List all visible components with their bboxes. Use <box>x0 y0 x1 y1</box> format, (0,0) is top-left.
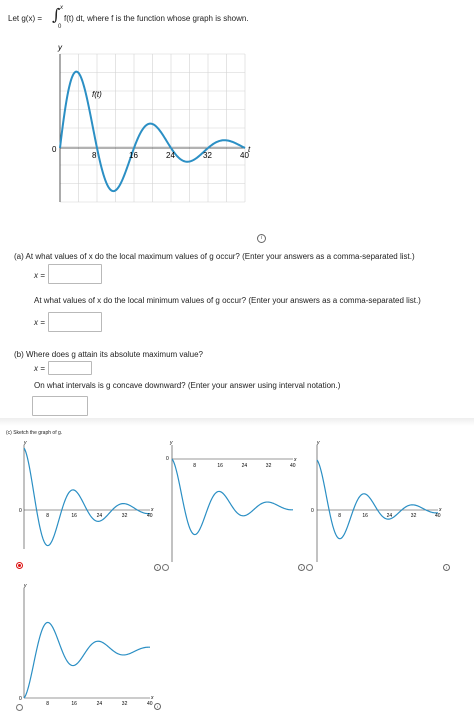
concave-down-input[interactable] <box>32 396 88 416</box>
part-c-label: (c) Sketch the graph of g. <box>6 430 63 436</box>
tick-label: 8 <box>338 513 341 519</box>
option4-y-label: y <box>24 583 27 589</box>
sketch-option-4 <box>12 580 157 705</box>
option2-origin-label: 0 <box>166 456 169 462</box>
option-2-radio-icon[interactable] <box>162 564 169 571</box>
option3-curve <box>317 460 438 539</box>
main-origin-label: 0 <box>52 145 57 154</box>
sketch-option-2 <box>160 437 305 567</box>
part-b-question-2: On what intervals is g concave downward? (Enter your answer using interval notation.) <box>34 381 341 390</box>
option-4-radio-icon[interactable] <box>16 704 23 711</box>
part-a-question-1: (a) At what values of x do the local maximum values of g occur? (Enter your answers as a comma-separated list.) <box>14 252 415 261</box>
formula-suffix: f(t) dt, where f is the function whose graph is shown. <box>64 14 249 23</box>
option3-origin-label: 0 <box>311 508 314 514</box>
option2-y-label: y <box>170 440 173 446</box>
tick-label: 16 <box>71 701 77 705</box>
tick-label: 16 <box>217 463 223 469</box>
tick-label: 32 <box>410 513 417 519</box>
tick-label: 32 <box>121 701 128 705</box>
local-min-input[interactable] <box>48 312 102 332</box>
option-3-radio-icon[interactable] <box>306 564 313 571</box>
option3-x-label: x <box>439 507 442 513</box>
main-graph <box>40 42 270 212</box>
option1-y-label: y <box>24 440 27 446</box>
main-tick-label: 16 <box>129 151 138 160</box>
part-b-question-1: (b) Where does g attain its absolute maximum value? <box>14 350 203 359</box>
main-x-axis-label: t <box>248 145 251 154</box>
part-a-answer-label-1: x = <box>34 271 45 280</box>
tick-label: 24 <box>96 701 103 705</box>
curve-label: f(t) <box>92 90 102 99</box>
tick-label: 16 <box>71 513 77 519</box>
info-icon[interactable]: i <box>154 703 161 710</box>
integral-sign-icon: ∫ <box>52 5 61 24</box>
tick-label: 32 <box>121 513 128 519</box>
main-y-axis-label: y <box>58 43 62 52</box>
option2-x-label: x <box>294 457 297 463</box>
tick-label: 40 <box>290 463 296 469</box>
integral-lower-limit: 0 <box>58 24 62 30</box>
local-max-input[interactable] <box>48 264 102 284</box>
main-grid <box>60 54 245 202</box>
option1-origin-label: 0 <box>19 508 22 514</box>
main-tick-label: 32 <box>203 151 212 160</box>
option2-curve <box>172 459 293 535</box>
section-divider <box>0 418 474 426</box>
problem-statement <box>8 14 42 23</box>
main-tick-label: 24 <box>166 151 175 160</box>
info-icon[interactable]: i <box>154 564 161 571</box>
tick-label: 16 <box>362 513 368 519</box>
option3-y-label: y <box>317 440 320 446</box>
tick-label: 32 <box>265 463 272 469</box>
tick-label: 24 <box>241 463 248 469</box>
part-a-question-2: At what values of x do the local minimum values of g occur? (Enter your answers as a comma-separated list.) <box>34 296 421 305</box>
tick-label: 8 <box>46 513 49 519</box>
tick-label: 24 <box>96 513 103 519</box>
tick-label: 40 <box>147 513 153 519</box>
info-icon[interactable]: i <box>443 564 450 571</box>
info-icon[interactable]: i <box>298 564 305 571</box>
formula-prefix: Let g(x) = <box>8 14 43 23</box>
integral-upper-limit: x <box>60 5 63 11</box>
part-a-answer-label-2: x = <box>34 318 45 327</box>
option4-x-label: x <box>151 695 154 701</box>
tick-label: 40 <box>147 701 153 705</box>
main-tick-label: 8 <box>92 151 97 160</box>
tick-label: 40 <box>435 513 441 519</box>
sketch-option-3 <box>305 437 450 567</box>
main-tick-label: 40 <box>240 151 249 160</box>
info-icon[interactable]: i <box>257 234 266 243</box>
tick-label: 24 <box>386 513 393 519</box>
tick-label: 8 <box>46 701 49 705</box>
option1-curve <box>24 448 150 546</box>
absolute-max-input[interactable] <box>48 361 92 375</box>
option-1-radio-icon[interactable] <box>16 562 23 569</box>
option4-curve <box>24 622 150 698</box>
option4-origin-label: 0 <box>19 696 22 702</box>
option1-x-label: x <box>151 507 154 513</box>
part-b-answer-label-1: x = <box>34 364 45 373</box>
tick-label: 8 <box>193 463 196 469</box>
sketch-option-1 <box>12 437 157 552</box>
